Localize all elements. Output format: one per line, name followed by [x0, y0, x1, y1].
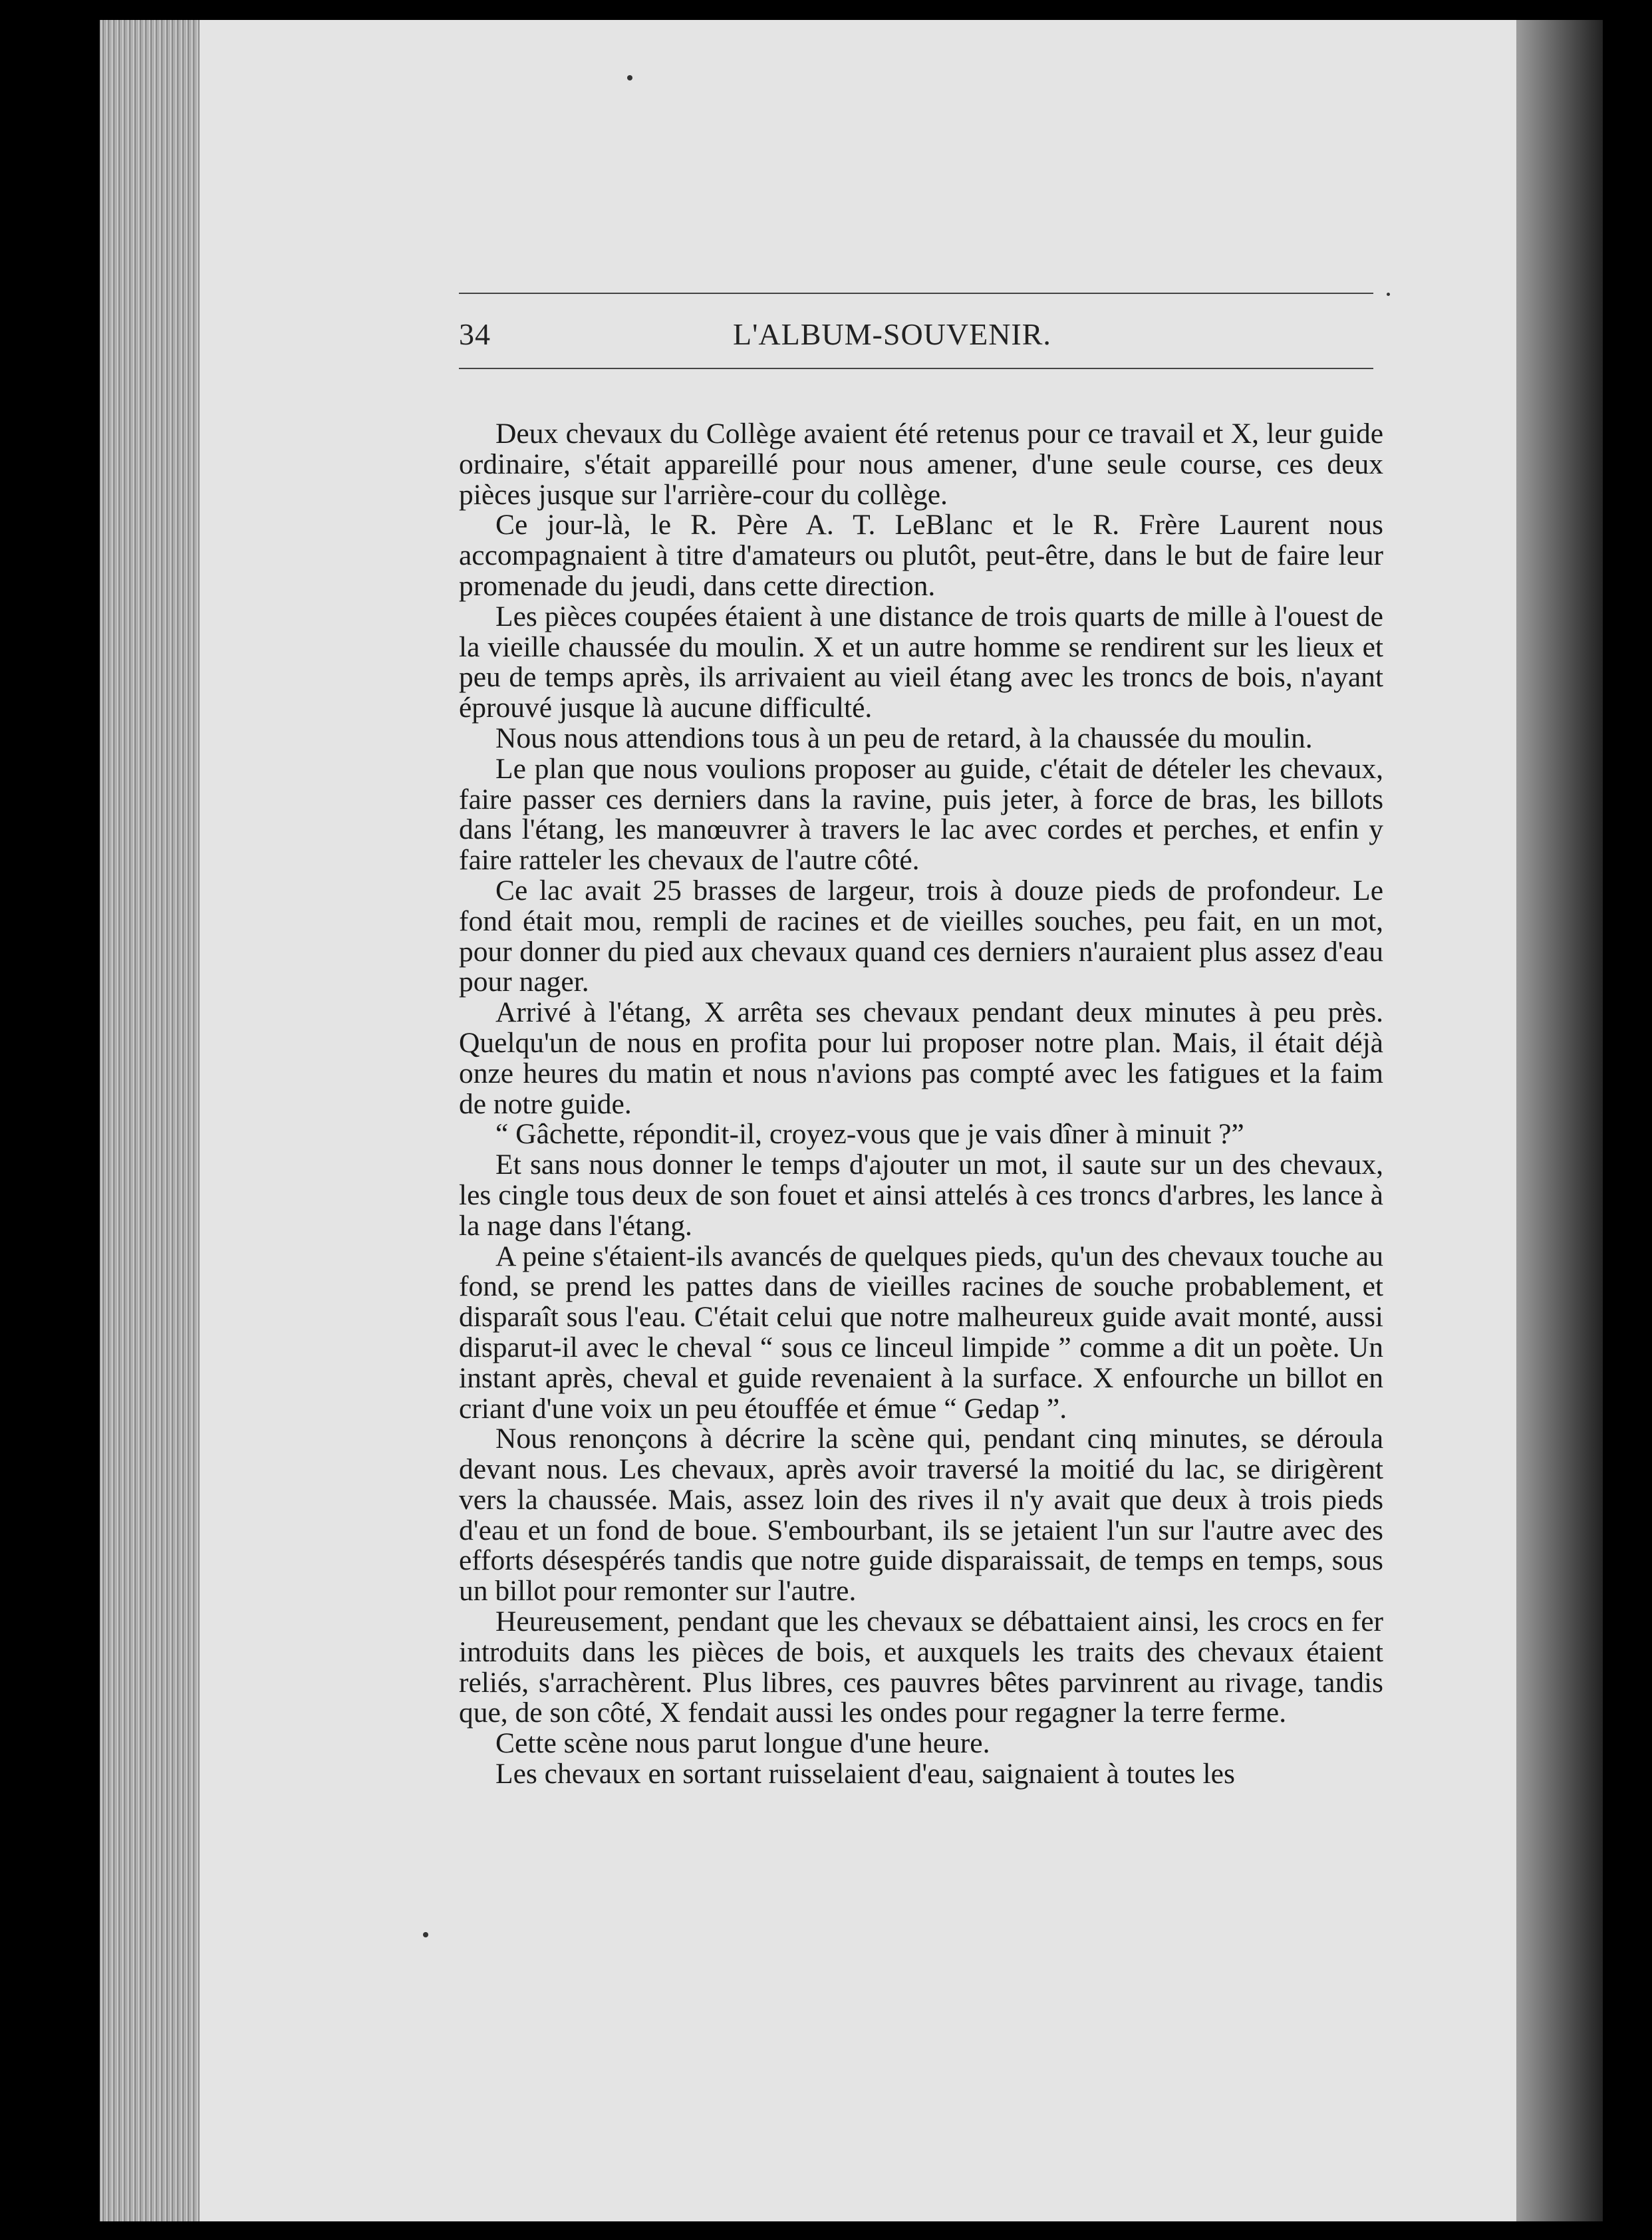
bottom-rule	[459, 368, 1373, 369]
page-number: 34	[459, 317, 491, 351]
speck	[627, 75, 632, 80]
paragraph: Heureusement, pendant que les chevaux se débattaient ainsi, les crocs en fer introduits dans les pièces de bois, et auxquels les traits des chevaux étaient reliés, s'arrachèrent. Plus libres, ces pauvres bêtes parvinrent au rivage, tandis que, de son côté, X fendait aussi les ondes pour regagner la terre ferme.	[459, 1606, 1383, 1729]
paragraph: Et sans nous donner le temps d'ajouter un mot, il saute sur un des chevaux, les cingle tous deux de son fouet et ainsi attelés à ces troncs d'arbres, les lance à la nage dans l'étang.	[459, 1149, 1383, 1242]
page-edges	[100, 20, 200, 2221]
speck	[423, 1932, 428, 1937]
paragraph: Deux chevaux du Collège avaient été retenus pour ce travail et X, leur guide ordinaire, s'était appareillé pour nous amener, d'une seule course, ces deux pièces jusque sur l'arrière-cour du collège.	[459, 418, 1383, 511]
paragraph: Cette scène nous parut longue d'une heure.	[495, 1727, 990, 1760]
paragraph: A peine s'étaient-ils avancés de quelques pieds, qu'un des chevaux touche au fond, se prend les pattes dans de vieilles racines de souche probablement, et disparaît sous l'eau. C'était celui que notre malheureux guide avait monté, aussi disparut-il avec le cheval “ sous ce linceul limpide ” comme a dit un poète. Un instant après, cheval et guide revenaient à la surface. X enfourche un billot en criant d'une voix un peu étouffée et émue “ Gedap ”.	[459, 1240, 1383, 1425]
paragraph: Le plan que nous voulions proposer au guide, c'était de dételer les chevaux, faire passer ces derniers dans la ravine, puis jeter, à force de bras, les billots dans l'étang, les manœuvrer à travers le lac avec cordes et perches, et enfin y faire ratteler les chevaux de l'autre côté.	[459, 752, 1383, 877]
paragraph: Nous nous attendions tous à un peu de retard, à la chaussée du moulin.	[495, 722, 1313, 754]
running-head	[459, 293, 1373, 369]
top-rule	[459, 293, 1373, 294]
paragraph: Nous renonçons à décrire la scène qui, pendant cinq minutes, se déroula devant nous. Les chevaux, après avoir traversé la moitié du lac, se dirigèrent vers la chaussée. Mais, assez loin des rives il n'y avait que deux à trois pieds d'eau et un fond de boue. S'embourbant, ils se jetaient l'un sur l'autre avec des efforts désespérés tandis que notre guide disparaissait, de temps en temps, sous un billot pour remonter sur l'autre.	[459, 1423, 1383, 1608]
paragraph: Arrivé à l'étang, X arrêta ses chevaux pendant deux minutes à peu près. Quelqu'un de nous en profita pour lui proposer notre plan. Mais, il était déjà onze heures du matin et nous n'avions pas compté avec les fatigues et la faim de notre guide.	[459, 996, 1383, 1120]
paragraph: Les pièces coupées étaient à une distance de trois quarts de mille à l'ouest de la vieille chaussée du moulin. X et un autre homme se rendirent sur les lieux et peu de temps après, ils arrivaient au vieil étang avec les troncs de bois, n'ayant éprouvé jusque là aucune difficulté.	[459, 600, 1383, 724]
body-text	[459, 419, 1383, 1790]
spine-shadow	[1516, 20, 1603, 2221]
running-title: L'ALBUM-SOUVENIR.	[733, 317, 1051, 351]
speck	[1387, 293, 1390, 296]
paragraph: “ Gâchette, répondit-il, croyez-vous que je vais dîner à minuit ?”	[495, 1118, 1244, 1151]
paragraph: Les chevaux en sortant ruisselaient d'eau, saignaient à toutes les	[495, 1758, 1235, 1790]
header-line	[459, 317, 1373, 352]
paragraph: Ce jour-là, le R. Père A. T. LeBlanc et le R. Frère Laurent nous accompagnaient à titre d'amateurs ou plutôt, peut-être, dans le but de faire leur promenade du jeudi, dans cette direction.	[459, 509, 1383, 602]
paragraph: Ce lac avait 25 brasses de largeur, trois à douze pieds de profondeur. Le fond était mou, rempli de racines et de vieilles souches, peu fait, en un mot, pour donner du pied aux chevaux quand ces derniers n'auraient plus assez d'eau pour nager.	[459, 874, 1383, 998]
